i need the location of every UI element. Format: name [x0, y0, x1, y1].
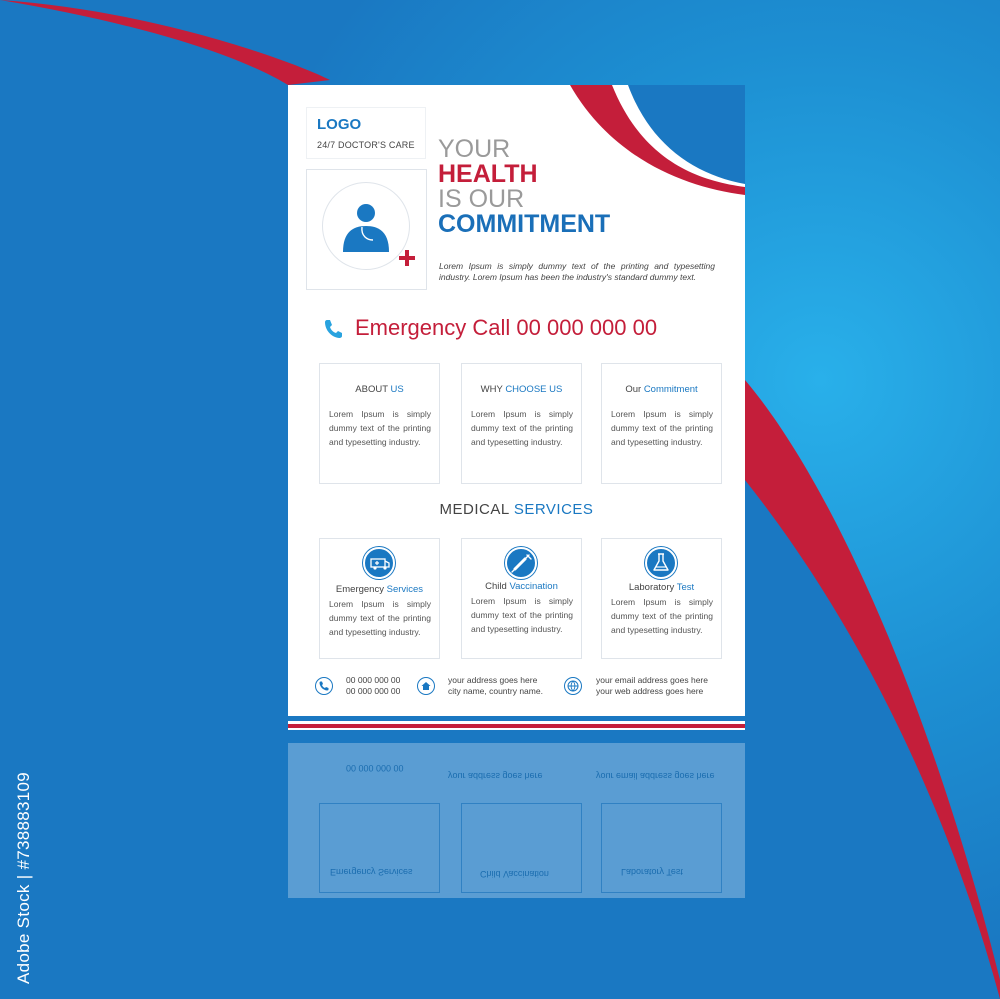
service-title: Laboratory Test [628, 582, 695, 593]
reflection-phone: 00 000 000 00 [346, 763, 404, 773]
footer-phone-icon [315, 677, 333, 695]
reflection-service-3: Laboratory Test [621, 867, 683, 877]
reflection-email: your email address goes here [596, 771, 715, 781]
footer-address-text: your address goes here city name, country name. [448, 675, 543, 696]
stock-watermark: Adobe Stock | #738883109 [14, 771, 33, 984]
reflection-address: your address goes here [448, 771, 543, 781]
footer-web-text: your email address goes here your web address goes here [596, 675, 708, 696]
headline-line-3: IS OUR [438, 185, 525, 213]
reflection-service-1: Emergency Services [330, 867, 413, 877]
service-body: Lorem Ipsum is simply dummy text of the printing and typesetting industry. [611, 597, 713, 635]
flyer [288, 85, 745, 717]
info-card-body: Lorem Ipsum is simply dummy text of the printing and typesetting industry. [611, 409, 713, 447]
service-card-emergency [319, 538, 440, 659]
phone-icon [322, 317, 344, 339]
services-heading: MEDICAL SERVICES [439, 501, 594, 518]
footer-globe-icon [564, 677, 582, 695]
intro-text: Lorem Ipsum is simply dummy text of the printing and typesetting industry. Lorem Ipsum has been the industry's standard dummy text. [439, 261, 715, 282]
ambulance-icon [363, 547, 395, 579]
info-card-body: Lorem Ipsum is simply dummy text of the printing and typesetting industry. [329, 409, 431, 447]
flyer-footer [288, 673, 745, 703]
footer-home-icon [417, 677, 435, 695]
info-card-about [319, 363, 440, 484]
reflection-card [461, 803, 582, 893]
service-title: Emergency Services [335, 584, 424, 595]
info-card-title: Our Commitment [625, 384, 698, 395]
service-card-vaccination [461, 538, 582, 659]
doctor-image-box [306, 169, 427, 290]
syringe-icon [505, 547, 537, 579]
service-body: Lorem Ipsum is simply dummy text of the printing and typesetting industry. [329, 599, 431, 637]
service-card-laboratory [601, 538, 722, 659]
reflection-card [319, 803, 440, 893]
service-title: Child Vaccination [485, 581, 558, 592]
emergency-call [322, 313, 722, 343]
logo-tagline: 24/7 DOCTOR'S CARE [317, 140, 415, 150]
info-card-title: WHY CHOOSE US [480, 384, 563, 395]
headline-line-1: YOUR [438, 135, 511, 163]
info-card-title: ABOUT US [355, 384, 404, 395]
doctor-icon [307, 170, 428, 291]
service-body: Lorem Ipsum is simply dummy text of the printing and typesetting industry. [471, 596, 573, 634]
flyer-bottom-stripes [288, 716, 745, 734]
headline [438, 137, 610, 237]
headline-line-4: COMMITMENT [438, 210, 611, 238]
info-card-why-choose [461, 363, 582, 484]
footer-phone-text: 00 000 000 00 00 000 000 00 [346, 675, 401, 696]
flyer-reflection [288, 743, 745, 898]
reflection-card [601, 803, 722, 893]
flask-icon [645, 547, 677, 579]
logo-text: LOGO [317, 116, 362, 133]
emergency-call-label: Emergency Call 00 000 000 00 [355, 315, 658, 340]
info-card-body: Lorem Ipsum is simply dummy text of the printing and typesetting industry. [471, 409, 573, 447]
red-cross-icon [399, 250, 415, 266]
headline-line-2: HEALTH [438, 160, 538, 188]
logo-box [306, 107, 426, 159]
reflection-service-2: Child Vaccination [480, 869, 549, 879]
info-card-commitment [601, 363, 722, 484]
